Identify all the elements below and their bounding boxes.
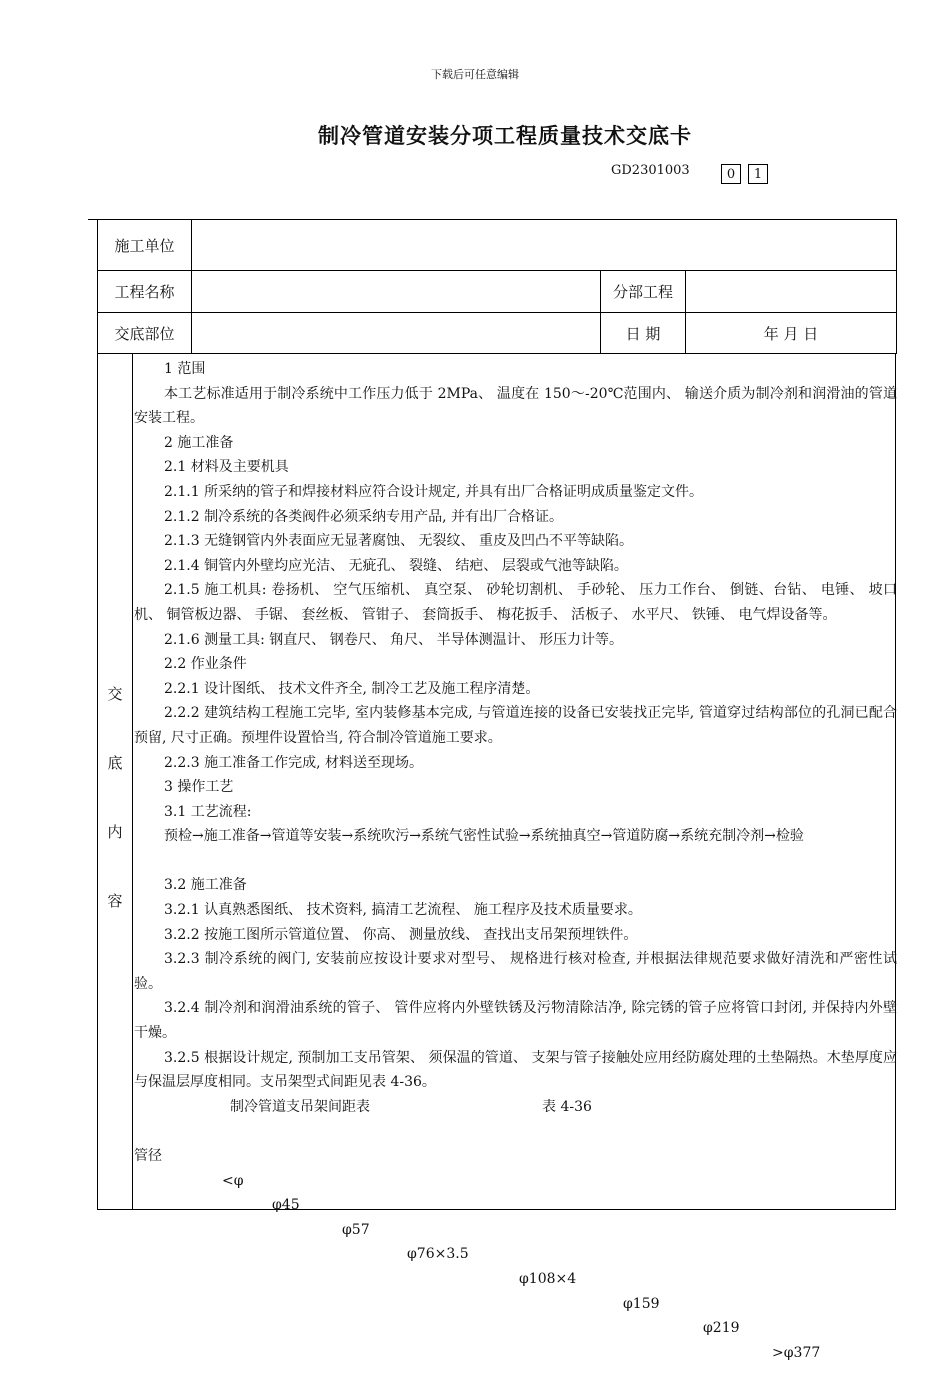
unit-label: 施工单位 [98, 220, 192, 271]
paragraph: 2.2.3 施工准备工作完成, 材料送至现场。 [164, 754, 423, 771]
side-char: 底 [107, 754, 123, 772]
paragraph: 本工艺标准适用于制冷系统中工作压力低于 2MPa、 温度在 150～-20℃范围内、 输送介质为制冷剂和润滑油的管道安装工程。 [134, 385, 897, 427]
side-char: 交 [107, 685, 123, 703]
project-value [192, 271, 601, 313]
table-caption-line [134, 1095, 897, 1120]
pipe-size-cell: φ76×3.5 [407, 1246, 469, 1263]
content-section [97, 353, 897, 1361]
side-char: 内 [107, 823, 123, 841]
side-column [98, 353, 133, 1209]
table-lead-line [88, 219, 97, 220]
part-value [192, 313, 601, 354]
side-label [98, 683, 132, 959]
paragraph: 2.1.3 无缝钢管内外表面应无显著腐蚀、 无裂纹、 重皮及凹凸不平等缺陷。 [164, 533, 633, 550]
pipe-size-cell: φ219 [703, 1320, 740, 1337]
paragraph: 2.2.1 设计图纸、 技术文件齐全, 制冷工艺及施工程序清楚。 [164, 680, 540, 697]
blank-line [134, 849, 897, 874]
paragraph: 2 施工准备 [164, 434, 234, 451]
header-table [97, 219, 897, 354]
top-note: 下载后可任意编辑 [431, 68, 519, 81]
paragraph: 2.1.4 铜管内外壁均应光洁、 无疵孔、 裂缝、 结疤、 层裂或气池等缺陷。 [164, 557, 628, 574]
paragraph: 2.1.1 所采纳的管子和焊接材料应符合设计规定, 并具有出厂合格证明成质量鉴定文件。 [164, 483, 703, 500]
paragraph: 2.2 作业条件 [164, 656, 247, 673]
paragraph: 2.2.2 建筑结构工程施工完毕, 室内装修基本完成, 与管道连接的设备已安装找正完毕, 管道穿过结构部位的孔洞已配合预留, 尺寸正确。预埋件设置恰当, 符合制冷管道施工要求。 [134, 705, 897, 746]
paragraph: 2.1.2 制冷系统的各类阀件必须采纳专用产品, 并有出厂合格证。 [164, 508, 563, 525]
paragraph: 3.2.3 制冷系统的阀门, 安装前应按设计要求对型号、 规格进行核对检查, 并根据法律规范要求做好清洗和严密性试验。 [134, 951, 897, 992]
paragraph: 3.1 工艺流程: [164, 803, 252, 820]
paragraph: 2.1.6 测量工具: 钢直尺、 钢卷尺、 角尺、 半导体测温计、 形压力计等。 [164, 631, 624, 648]
table-caption: 制冷管道支吊架间距表 [230, 1098, 370, 1115]
pipe-size-cell: φ45 [272, 1197, 300, 1214]
code-box-1: 0 [721, 164, 741, 184]
paragraph: 3 操作工艺 [164, 779, 234, 796]
table-number: 表 4-36 [542, 1098, 592, 1115]
date-label: 日 期 [601, 313, 686, 354]
sub-project-value [686, 271, 897, 313]
side-char: 容 [107, 892, 123, 910]
project-label: 工程名称 [98, 271, 192, 313]
paragraph: 预检→施工准备→管道等安装→系统吹污→系统气密性试验→系统抽真空→管道防腐→系统充制冷剂→检验 [164, 828, 804, 845]
pipe-size-cell: <φ [222, 1172, 244, 1189]
paragraph: 2.1.5 施工机具: 卷扬机、 空气压缩机、 真空泵、 砂轮切割机、 手砂轮、 压力工作台、 倒链、台钻、 电锤、 坡口机、 铜管板边器、 手锯、 套丝板、 管钳子、 套筒扳手、 梅花扳手、 活板子、 水平尺、 铁锤、 电气焊设备等。 [134, 582, 897, 623]
date-value: 年 月 日 [686, 313, 897, 354]
paragraph: 2.1 材料及主要机具 [164, 459, 289, 476]
paragraph: 3.2.1 认真熟悉图纸、 技术资料, 搞清工艺流程、 施工程序及技术质量要求。 [164, 902, 642, 919]
paragraph: 3.2 施工准备 [164, 877, 247, 894]
pipe-size-cell: φ159 [623, 1295, 660, 1312]
pipe-size-cell: >φ377 [772, 1344, 821, 1361]
pipe-size-row [134, 1119, 897, 1361]
part-label: 交底部位 [98, 313, 192, 354]
document-code: GD2301003 [611, 163, 690, 178]
paragraph: 1 范围 [164, 361, 206, 377]
unit-value [192, 220, 897, 271]
code-box-2: 1 [748, 164, 768, 184]
pipe-size-header: 管径 [134, 1148, 162, 1164]
paragraph: 3.2.2 按施工图所示管道位置、 你高、 测量放线、 查找出支吊架预埋铁件。 [164, 926, 638, 943]
sub-project-label: 分部工程 [601, 271, 686, 313]
pipe-size-cell: φ57 [342, 1221, 370, 1238]
content-body [134, 357, 897, 1361]
paragraph: 3.2.5 根据设计规定, 预制加工支吊管架、 须保温的管道、 支架与管子接触处应用经防腐处理的土垫隔热。木垫厚度应与保温层厚度相同。支吊架型式间距见表 4-36。 [134, 1049, 897, 1091]
document-title: 制冷管道安装分项工程质量技术交底卡 [318, 123, 692, 148]
pipe-size-cell: φ108×4 [519, 1270, 577, 1287]
paragraph: 3.2.4 制冷剂和润滑油系统的管子、 管件应将内外壁铁锈及污物清除洁净, 除完锈的管子应将管口封闭, 并保持内外壁干燥。 [134, 1000, 897, 1042]
